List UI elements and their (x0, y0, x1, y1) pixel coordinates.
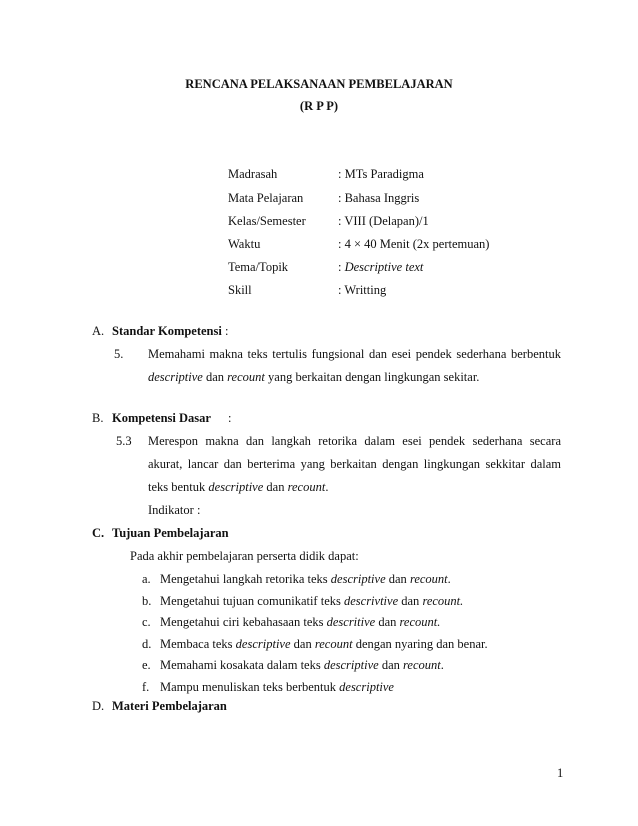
list-item (160, 680, 394, 695)
section-colon: : (228, 411, 232, 425)
list-item-text: descriptive (339, 680, 394, 694)
identity-label: Mata Pelajaran (228, 191, 304, 205)
list-item (160, 658, 444, 673)
list-item-text: descriptive (235, 637, 291, 651)
identity-label: Madrasah (228, 167, 278, 181)
indikator-label: Indikator : (148, 503, 201, 517)
list-item-text: Mengetahui tujuan comunikatif teks (160, 594, 344, 608)
list-item-text: recount (403, 658, 441, 672)
list-item-marker: d. (142, 637, 152, 651)
list-item-text: dan (290, 637, 315, 651)
list-item-text: dengan nyaring dan benar. (352, 637, 488, 651)
page-number: 1 (557, 766, 564, 780)
section-letter: A. (92, 324, 105, 338)
section-heading: Kompetensi Dasar (112, 411, 211, 425)
list-item-text: descriptive (323, 658, 379, 672)
list-item-text: recount (409, 572, 448, 586)
list-item-text: Memahami kosakata dalam teks (160, 658, 324, 672)
list-item (160, 594, 463, 609)
document-subtitle: (R P P) (299, 99, 339, 113)
identity-value: : Bahasa Inggris (338, 191, 420, 205)
section-letter: B. (92, 411, 104, 425)
section-heading: Tujuan Pembelajaran (112, 526, 229, 540)
list-item-marker: e. (142, 658, 151, 672)
list-item-text: dan (378, 658, 403, 672)
paragraph-line: descriptive dan recount yang berkaitan dengan lingkungan sekitar. (148, 370, 480, 384)
list-item-marker: a. (142, 572, 151, 586)
list-item-text: recount. (422, 594, 464, 608)
identity-label: Tema/Topik (228, 260, 289, 274)
section-heading: Standar Kompetensi : (112, 324, 229, 338)
paragraph-line: Memahami makna teks tertulis fungsional dan esei pendek sederhana berbentuk (148, 347, 561, 361)
list-item-text: descritive (326, 615, 376, 629)
list-item (160, 637, 488, 652)
list-item-text: descriptive (330, 572, 386, 586)
identity-label: Kelas/Semester (228, 214, 306, 228)
document-title: RENCANA PELAKSANAAN PEMBELAJARAN (185, 77, 453, 91)
item-number: 5.3 (116, 434, 132, 448)
list-item-text: Mengetahui ciri kebahasaan teks (160, 615, 327, 629)
section-intro: Pada akhir pembelajaran perserta didik dapat: (130, 549, 359, 563)
list-item-marker: b. (142, 594, 152, 608)
list-item-text: Mengetahui langkah retorika teks (160, 572, 331, 586)
list-item-text: Mampu menuliskan teks berbentuk (160, 680, 340, 694)
section-heading: Materi Pembelajaran (112, 699, 227, 713)
list-item-marker: f. (142, 680, 150, 694)
list-item-text: . (447, 572, 451, 586)
list-item-text: dan (375, 615, 400, 629)
list-item-text: descrivtive (343, 594, 399, 608)
identity-label: Waktu (228, 237, 261, 251)
list-item (160, 615, 440, 630)
list-item (160, 572, 451, 587)
section-letter: D. (92, 699, 105, 713)
identity-label: Skill (228, 283, 252, 297)
list-item-text: Membaca teks (160, 637, 236, 651)
list-item-text: recount (314, 637, 353, 651)
list-item-text: dan (398, 594, 423, 608)
identity-value: : Writting (338, 283, 387, 297)
paragraph-line: teks bentuk descriptive dan recount. (148, 480, 329, 494)
identity-value: : VIII (Delapan)/1 (338, 214, 429, 228)
paragraph-line: akurat, lancar dan berterima yang berkaitan dengan lingkungan sekkitar dalam (148, 457, 561, 471)
list-item-text: dan (385, 572, 410, 586)
identity-value: : Descriptive text (338, 260, 424, 274)
list-item-text: recount. (399, 615, 441, 629)
section-letter: C. (92, 526, 105, 540)
list-item-marker: c. (142, 615, 151, 629)
identity-value: : 4 × 40 Menit (2x pertemuan) (338, 237, 490, 251)
identity-value: : MTs Paradigma (338, 167, 424, 181)
list-item-text: . (440, 658, 444, 672)
item-number: 5. (114, 347, 124, 361)
paragraph-line: Merespon makna dan langkah retorika dalam esei pendek sederhana secara (148, 434, 561, 448)
